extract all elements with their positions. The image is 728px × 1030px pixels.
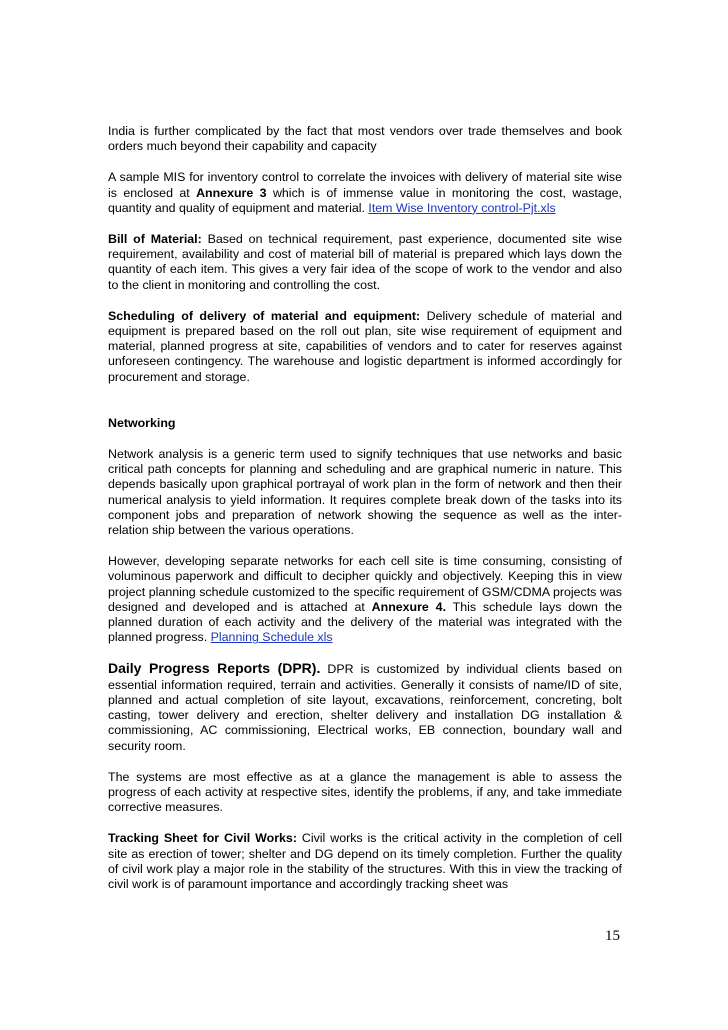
paragraph-text: which is of immense value in monitoring the cost, wastage, quantity and quality of equipment and material. <box>108 185 622 215</box>
paragraph-text: However, developing separate networks for each cell site is time consuming, consisting of voluminous paperwork and difficult to decipher quickly and objectively. Keeping this in view project planning schedule customized to the specific requirement of GSM/CDMA projects was designed and developed and is attached at <box>108 554 622 614</box>
tracking-sheet-heading: Tracking Sheet for Civil Works: <box>108 831 297 846</box>
annexure-4-reference: Annexure 4. <box>371 599 447 614</box>
paragraph-text: Delivery schedule of material and equipment is prepared based on the roll out plan, site wise requirement of equipment and material, planned progress at site, capabilities of vendors and to cater for reserves against unforeseen contingency. The warehouse and logistic department is informed accordingly for procurement and storage. <box>108 308 622 384</box>
networking-heading-block <box>108 416 622 431</box>
dpr-heading: Daily Progress Reports (DPR). <box>108 660 321 677</box>
annexure-3-reference: Annexure 3 <box>196 185 267 200</box>
paragraph-text: The systems are most effective as at a glance the management is able to assess the progress of each activity at respective sites, identify the problems, if any, and take immediate corrective measures. <box>108 769 622 815</box>
paragraph-scheduling-delivery <box>108 309 622 385</box>
paragraph-systems-effective <box>108 770 622 816</box>
page-number: 15 <box>605 928 620 944</box>
section-spacer <box>108 401 622 416</box>
paragraph-text: DPR is customized by individual clients based on essential information required, terrain and activities. Generally it consists of name/ID of site, planned and actual completion of site layout, excavations, reinforcement, concreting, bolt casting, tower delivery and erection, shelter delivery and installation DG installation & commissioning, AC commissioning, Electrical works, EB connection, boundary wall and security room. <box>108 662 622 753</box>
paragraph-text: A sample MIS for inventory control to correlate the invoices with delivery of material site wise is enclosed at <box>108 170 622 200</box>
paragraph-mis-inventory <box>108 170 622 216</box>
paragraph-planning-schedule <box>108 554 622 645</box>
inventory-control-link[interactable]: Item Wise Inventory control-Pjt.xls <box>368 200 556 215</box>
paragraph-text: Civil works is the critical activity in the completion of cell site as erection of tower; shelter and DG depend on its timely completion. Further the quality of civil work play a major role in the stability of the structures. With this in view the tracking of civil work is of paramount importance and accordingly tracking sheet was <box>108 831 622 891</box>
bill-of-material-heading: Bill of Material: <box>108 232 202 247</box>
document-body <box>108 124 622 908</box>
planning-schedule-link[interactable]: Planning Schedule xls <box>210 630 333 645</box>
paragraph-network-analysis <box>108 447 622 538</box>
paragraph-tracking-sheet <box>108 831 622 892</box>
paragraph-vendors <box>108 124 622 154</box>
networking-heading: Networking <box>108 415 176 430</box>
paragraph-bill-of-material <box>108 232 622 293</box>
scheduling-delivery-heading: Scheduling of delivery of material and equipment: <box>108 308 421 323</box>
paragraph-text: Network analysis is a generic term used to signify techniques that use networks and basic critical path concepts for planning and scheduling and are graphical numeric in nature. This depends basically upon graphical portrayal of work plan in the form of network and then their numerical analysis to yield information. It requires complete break down of the tasks into its component jobs and preparation of network showing the sequence as well as the inter-relation ship between the various operations. <box>108 447 622 538</box>
paragraph-text: This schedule lays down the planned duration of each activity and the delivery of the material was integrated with the planned progress. <box>108 599 622 645</box>
paragraph-text: Based on technical requirement, past experience, documented site wise requirement, availability and cost of material bill of material is prepared which lays down the quantity of each item. This gives a very fair idea of the scope of work to the vendor and also to the client in monitoring and controlling the cost. <box>108 232 622 292</box>
paragraph-text: India is further complicated by the fact that most vendors over trade themselves and book orders much beyond their capability and capacity <box>108 124 622 154</box>
paragraph-daily-progress-reports <box>108 661 622 753</box>
